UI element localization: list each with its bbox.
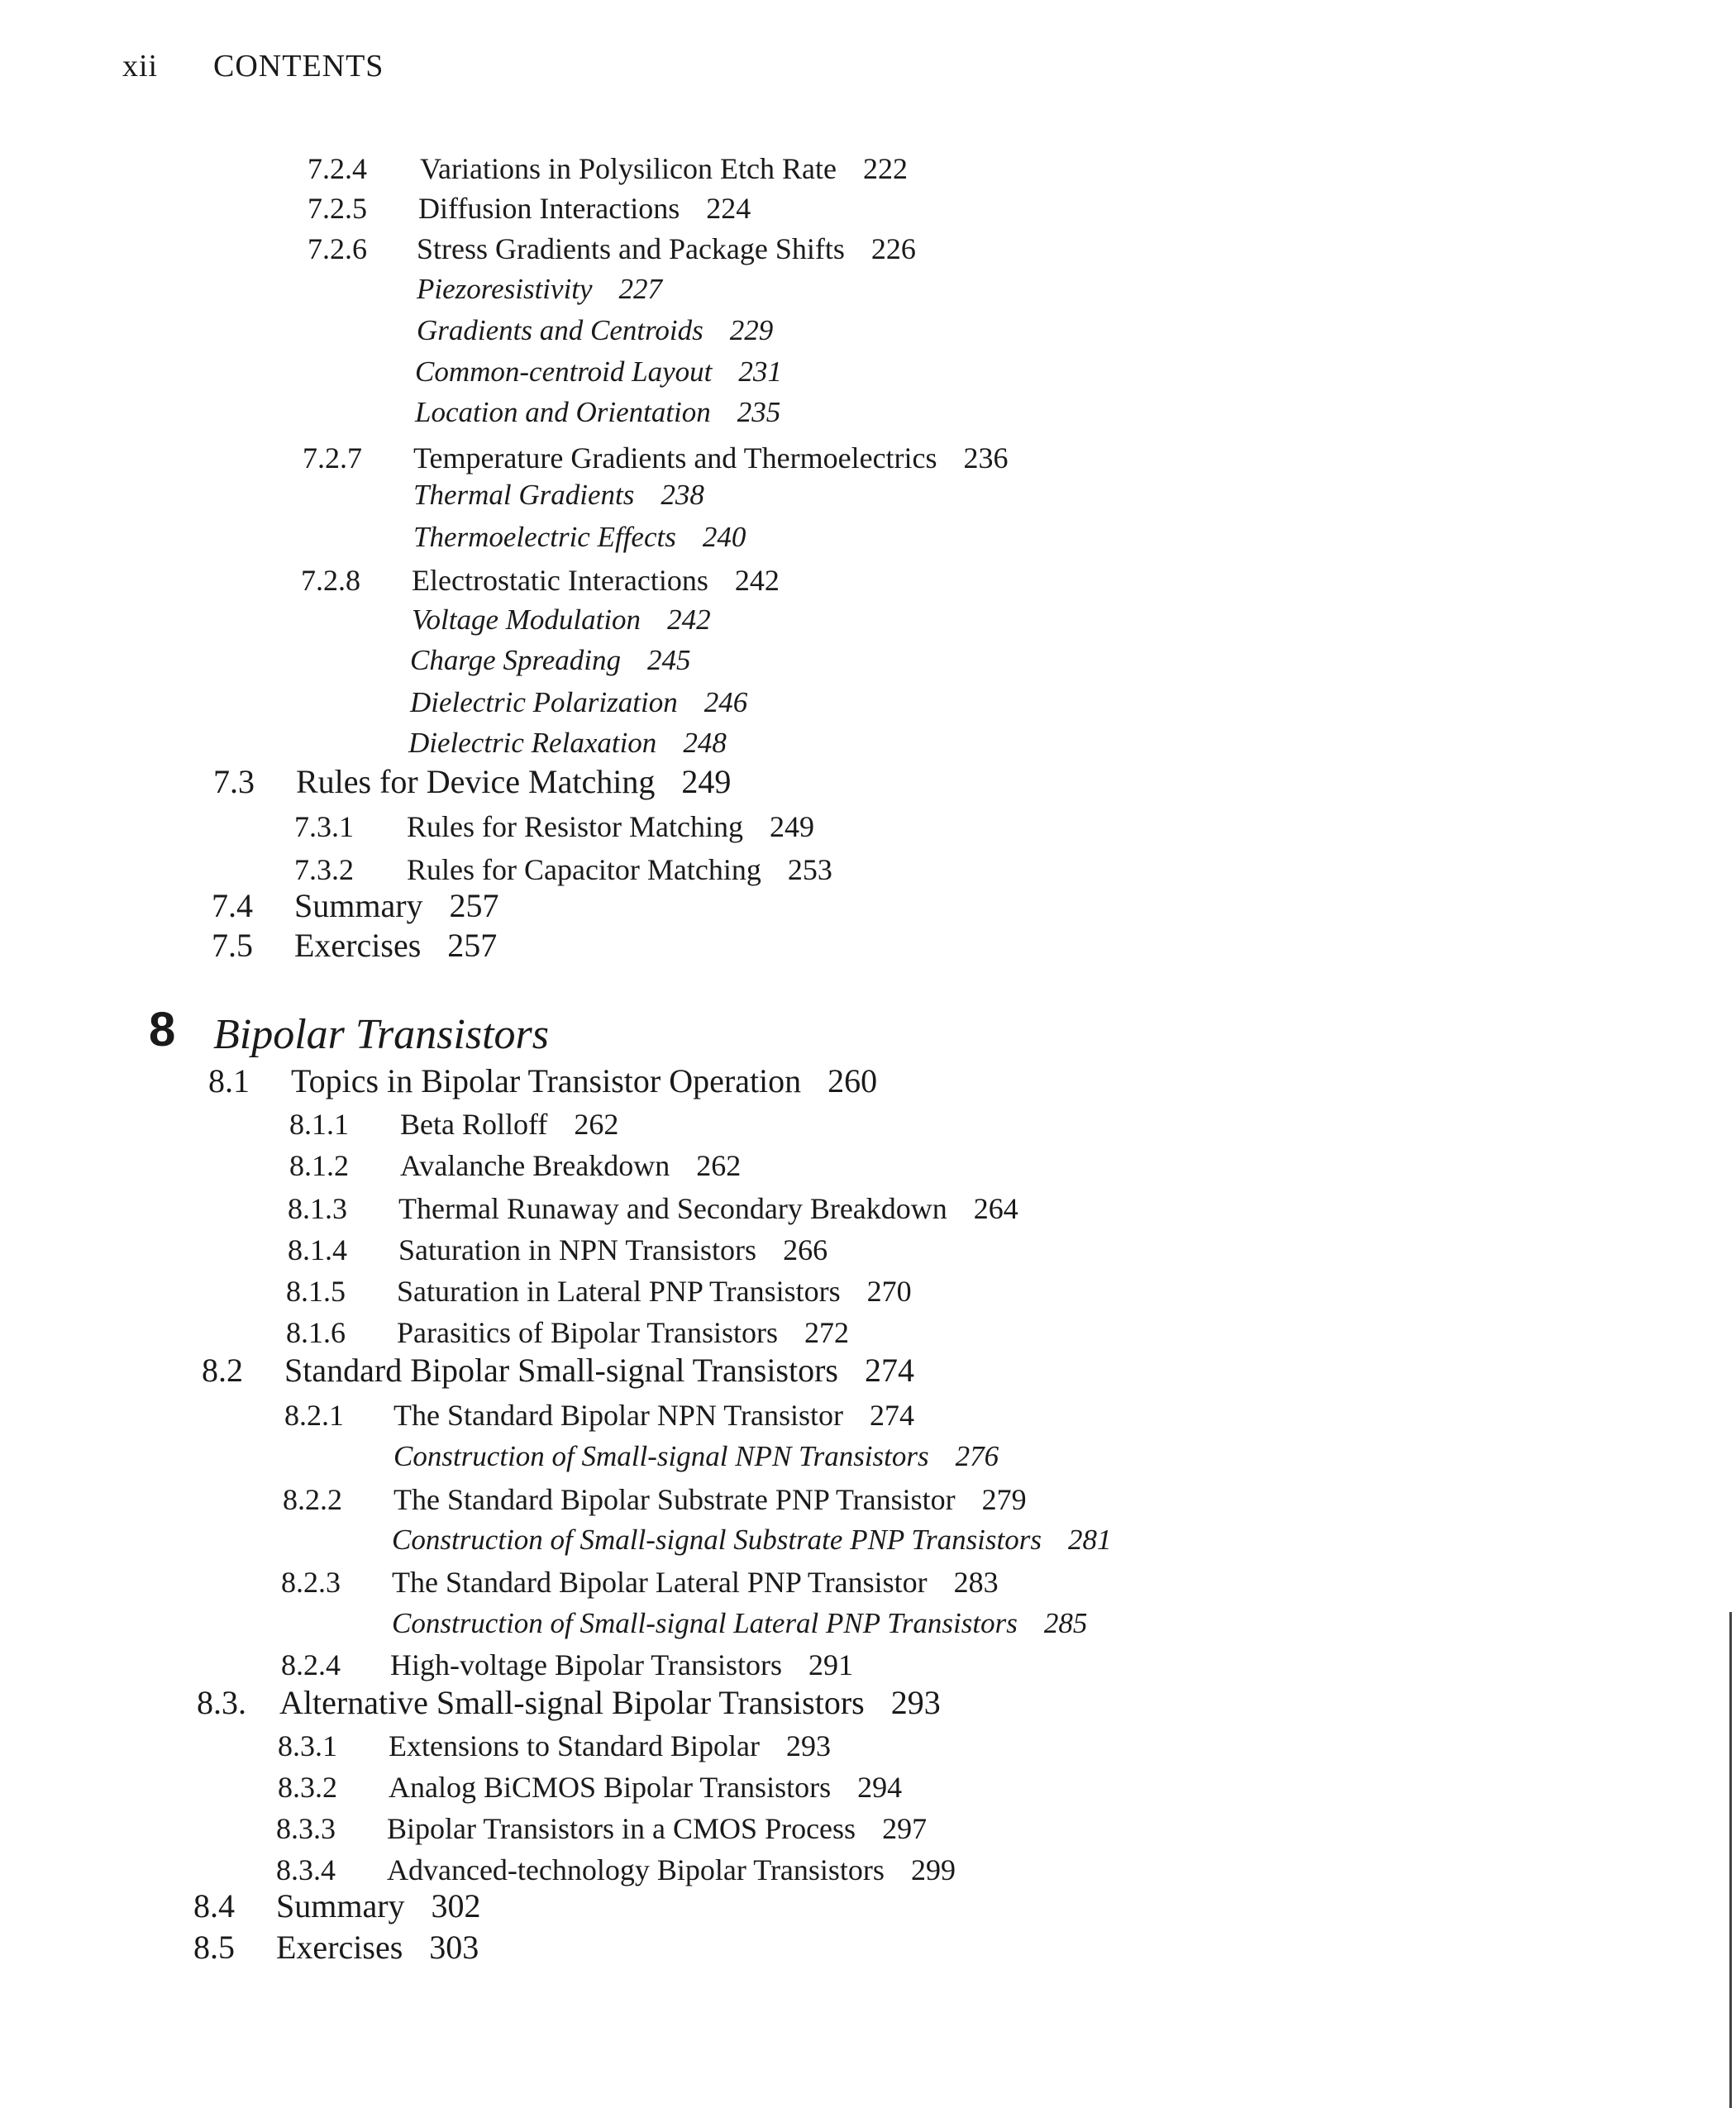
entry-title: The Standard Bipolar Lateral PNP Transistor — [392, 1566, 928, 1599]
section-title: Exercises — [294, 927, 422, 964]
entry-page: 249 — [769, 810, 814, 843]
entry-page: 270 — [866, 1275, 912, 1308]
section-number: 8.1 — [208, 1062, 250, 1099]
section-title: Summary — [294, 887, 423, 924]
topic-page: 281 — [1068, 1524, 1112, 1556]
entry-title: Extensions to Standard Bipolar — [389, 1729, 760, 1762]
entry-title: High-voltage Bipolar Transistors — [390, 1648, 782, 1681]
topic-page: 242 — [667, 603, 711, 636]
section-number: 7.4 — [212, 887, 253, 924]
topic-page: 285 — [1043, 1607, 1088, 1639]
running-title: CONTENTS — [213, 49, 384, 83]
topic-page: 235 — [737, 396, 781, 428]
topic-title: Voltage Modulation — [412, 603, 641, 636]
entry-page: 272 — [804, 1316, 850, 1349]
entry-title: Bipolar Transistors in a CMOS Process — [387, 1812, 856, 1845]
topic-title: Charge Spreading — [410, 644, 622, 676]
entry-number: 7.2.5 — [308, 192, 367, 225]
topic-page: 229 — [729, 314, 774, 346]
section-page: 257 — [449, 887, 499, 924]
entry-title: The Standard Bipolar Substrate PNP Transistor — [393, 1483, 956, 1516]
section-title: Summary — [276, 1887, 405, 1924]
topic-page: 276 — [955, 1440, 999, 1472]
entry-page: 294 — [857, 1771, 903, 1804]
entry-page: 242 — [734, 564, 780, 597]
entry-title: Saturation in Lateral PNP Transistors — [397, 1275, 841, 1308]
section-number: 8.4 — [193, 1887, 235, 1924]
section-number: 7.3 — [213, 763, 255, 800]
topic-title: Gradients and Centroids — [417, 314, 703, 346]
section-number: 8.5 — [193, 1929, 235, 1966]
entry-page: 283 — [953, 1566, 999, 1599]
entry-number: 7.2.4 — [308, 152, 367, 185]
entry-title: Stress Gradients and Package Shifts — [417, 232, 845, 265]
topic-title: Thermoelectric Effects — [413, 521, 676, 553]
entry-title: Rules for Capacitor Matching — [407, 853, 761, 886]
entry-number: 8.2.1 — [284, 1399, 344, 1432]
topic-title: Location and Orientation — [415, 396, 711, 428]
section-title: Alternative Small-signal Bipolar Transistors — [279, 1684, 865, 1721]
topic-title: Piezoresistivity — [417, 273, 593, 305]
section-title: Rules for Device Matching — [296, 763, 656, 800]
section-title: Standard Bipolar Small-signal Transistors — [284, 1352, 838, 1389]
entry-page: 226 — [870, 232, 916, 265]
entry-title: Thermal Runaway and Secondary Breakdown — [398, 1192, 947, 1225]
section-page: 274 — [865, 1352, 914, 1389]
entry-page: 293 — [785, 1729, 831, 1762]
section-page: 249 — [681, 763, 732, 800]
entry-number: 7.3.1 — [294, 810, 354, 843]
topic-page: 231 — [738, 355, 782, 388]
entry-number: 8.1.4 — [288, 1233, 347, 1266]
topic-page: 245 — [647, 644, 691, 676]
entry-title: Rules for Resistor Matching — [407, 810, 743, 843]
section-page: 257 — [447, 927, 498, 964]
entry-number: 8.3.3 — [276, 1812, 336, 1845]
section-title: Topics in Bipolar Transistor Operation — [291, 1062, 802, 1099]
entry-title: Saturation in NPN Transistors — [398, 1233, 757, 1266]
entry-title: Variations in Polysilicon Etch Rate — [420, 152, 837, 185]
entry-number: 8.1.2 — [289, 1149, 349, 1182]
topic-title: Construction of Small-signal Lateral PNP Transistors — [392, 1607, 1018, 1639]
section-number: 8.2 — [202, 1352, 243, 1389]
topic-page: 240 — [702, 521, 746, 553]
topic-page: 246 — [703, 686, 748, 718]
chapter-number: 8 — [149, 1003, 176, 1056]
page-edge-rule — [1729, 1612, 1732, 2108]
entry-number: 8.2.3 — [281, 1566, 341, 1599]
section-page: 302 — [431, 1887, 481, 1924]
entry-number: 8.3.2 — [278, 1771, 337, 1804]
running-header — [122, 48, 384, 84]
entry-title: Avalanche Breakdown — [400, 1149, 670, 1182]
entry-number: 8.1.1 — [289, 1108, 349, 1141]
section-page: 303 — [429, 1929, 479, 1966]
entry-page: 297 — [882, 1812, 928, 1845]
topic-title: Dielectric Polarization — [410, 686, 678, 718]
entry-number: 8.2.4 — [281, 1648, 341, 1681]
entry-title: Temperature Gradients and Thermoelectrics — [413, 441, 937, 475]
entry-number: 8.3.1 — [278, 1729, 337, 1762]
topic-page: 248 — [683, 727, 727, 759]
section-page: 260 — [827, 1062, 878, 1099]
section-number: 7.5 — [212, 927, 253, 964]
entry-number: 8.3.4 — [276, 1853, 336, 1886]
topic-title: Dielectric Relaxation — [408, 727, 657, 759]
entry-page: 236 — [963, 441, 1009, 475]
topic-page: 227 — [618, 273, 663, 305]
topic-title: Construction of Small-signal Substrate PNP Transistors — [392, 1524, 1042, 1556]
entry-page: 279 — [981, 1483, 1027, 1516]
entry-page: 222 — [862, 152, 908, 185]
entry-page: 262 — [696, 1149, 742, 1182]
entry-number: 8.1.3 — [288, 1192, 347, 1225]
entry-number: 7.2.6 — [308, 232, 367, 265]
entry-title: The Standard Bipolar NPN Transistor — [393, 1399, 843, 1432]
section-page: 293 — [890, 1684, 941, 1721]
topic-title: Common-centroid Layout — [415, 355, 713, 388]
entry-number: 7.2.7 — [303, 441, 362, 475]
topic-title: Thermal Gradients — [413, 479, 635, 511]
entry-title: Parasitics of Bipolar Transistors — [397, 1316, 779, 1349]
entry-page: 266 — [783, 1233, 828, 1266]
entry-page: 253 — [787, 853, 832, 886]
entry-number: 8.1.6 — [286, 1316, 346, 1349]
chapter-title: Bipolar Transistors — [213, 1011, 550, 1058]
entry-title: Diffusion Interactions — [418, 192, 680, 225]
entry-title: Advanced-technology Bipolar Transistors — [387, 1853, 885, 1886]
page-folio: xii — [122, 49, 159, 83]
entry-number: 8.2.2 — [283, 1483, 342, 1516]
topic-title: Construction of Small-signal NPN Transistors — [393, 1440, 929, 1472]
entry-page: 264 — [973, 1192, 1018, 1225]
entry-title: Electrostatic Interactions — [412, 564, 708, 597]
entry-number: 7.2.8 — [301, 564, 360, 597]
entry-page: 262 — [574, 1108, 619, 1141]
section-number: 8.3. — [197, 1684, 246, 1721]
entry-page: 299 — [910, 1853, 956, 1886]
entry-title: Beta Rolloff — [400, 1108, 548, 1141]
section-title: Exercises — [276, 1929, 403, 1966]
entry-page: 274 — [870, 1399, 914, 1432]
entry-page: 291 — [808, 1648, 853, 1681]
entry-title: Analog BiCMOS Bipolar Transistors — [389, 1771, 832, 1804]
entry-page: 224 — [706, 192, 751, 225]
entry-number: 7.3.2 — [294, 853, 354, 886]
topic-page: 238 — [661, 479, 704, 511]
entry-number: 8.1.5 — [286, 1275, 346, 1308]
